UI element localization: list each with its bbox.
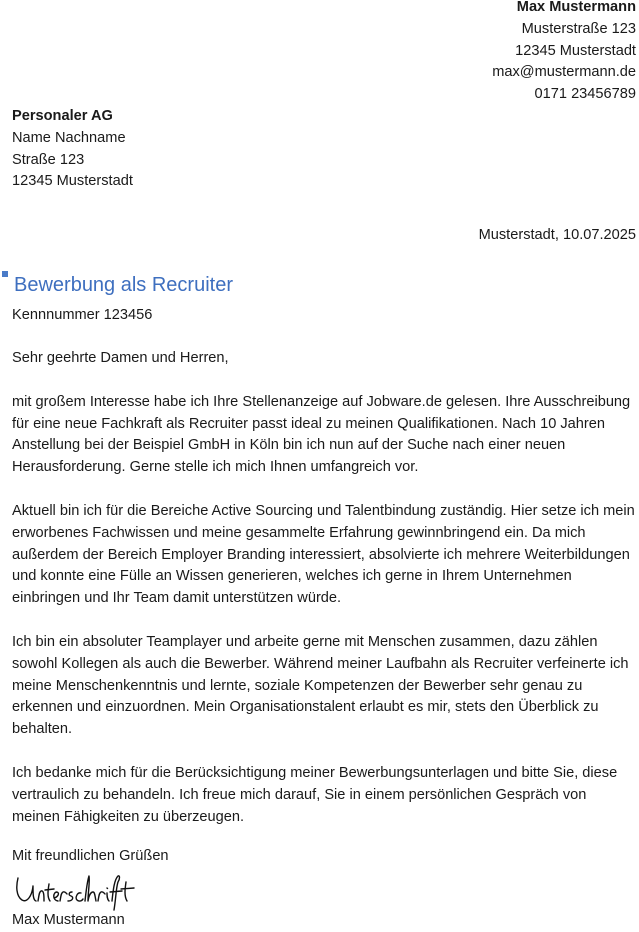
recipient-city: 12345 Musterstadt — [12, 173, 133, 190]
subject-heading: Bewerbung als Recruiter — [14, 274, 233, 296]
paragraph-teamwork: Ich bin ein absoluter Teamplayer und arbeite gerne mit Menschen zusammen, dazu zählen sowohl Kollegen als auch die Bewerber. Während meiner Laufbahn als Recruiter verfeinerte ich meine Menschenkenntnis und lernte, soziale Kompetenzen der Bewerber sehr genau zu erkennen und einzuordnen. Mein Organisationstalent erlaubt es mir, stets den Überblick zu behalten. — [12, 633, 629, 738]
salutation: Sehr geehrte Damen und Herren, — [12, 350, 229, 366]
closing-phrase: Mit freundlichen Grüßen — [12, 848, 169, 864]
recipient-contact: Name Nachname — [12, 129, 126, 146]
sender-street: Musterstraße 123 — [521, 20, 636, 37]
recipient-company: Personaler AG — [12, 108, 113, 124]
paragraph-current-role: Aktuell bin ich für die Bereiche Active Sourcing und Talentbindung zuständig. Hier setze ich mein erworbenes Fachwissen und meine gesammelte Erfahrung gewinnbringend ein. Da mich außerdem der Bereich Employer Branding interessiert, absolvierte ich mehrere Weiterbildungen und konnte eine Fülle an Wissen generieren, welches ich gerne in Ihrem Unternehmen einbringen und Ihr Team damit unterstützen würde. — [12, 502, 635, 607]
paragraph-thanks: Ich bedanke mich für die Berücksichtigung meiner Bewerbungsunterlagen und bitte Sie, diese vertraulich zu behandeln. Ich freue mich darauf, Sie in einem persönlichen Gespräch von meinen Fähigkeiten zu überzeugen. — [12, 764, 618, 825]
recipient-block — [12, 106, 133, 193]
signer-name: Max Mustermann — [12, 912, 125, 928]
date-line: Musterstadt, 10.07.2025 — [478, 227, 636, 243]
sender-block — [492, 0, 636, 106]
paragraph-intro: mit großem Interesse habe ich Ihre Stellenanzeige auf Jobware.de gelesen. Ihre Ausschreibung für eine neue Fachkraft als Recruiter passt ideal zu meinen Qualifikationen. Nach 10 Jahren Anstellung bei der Beispiel GmbH in Köln bin ich nun auf der Suche nach einer neuen Herausforderung. Gerne stelle ich mich Ihnen umfangreich vor. — [12, 393, 631, 476]
reference-number: Kennnummer 123456 — [12, 307, 153, 323]
sender-phone: 0171 23456789 — [534, 86, 636, 103]
subject-marker-icon — [2, 271, 8, 277]
handwritten-signature-icon — [14, 870, 140, 912]
sender-city: 12345 Musterstadt — [515, 42, 636, 59]
recipient-street: Straße 123 — [12, 151, 85, 168]
letter-body — [12, 348, 636, 850]
sender-email: max@mustermann.de — [492, 64, 636, 81]
sender-name: Max Mustermann — [516, 0, 636, 15]
